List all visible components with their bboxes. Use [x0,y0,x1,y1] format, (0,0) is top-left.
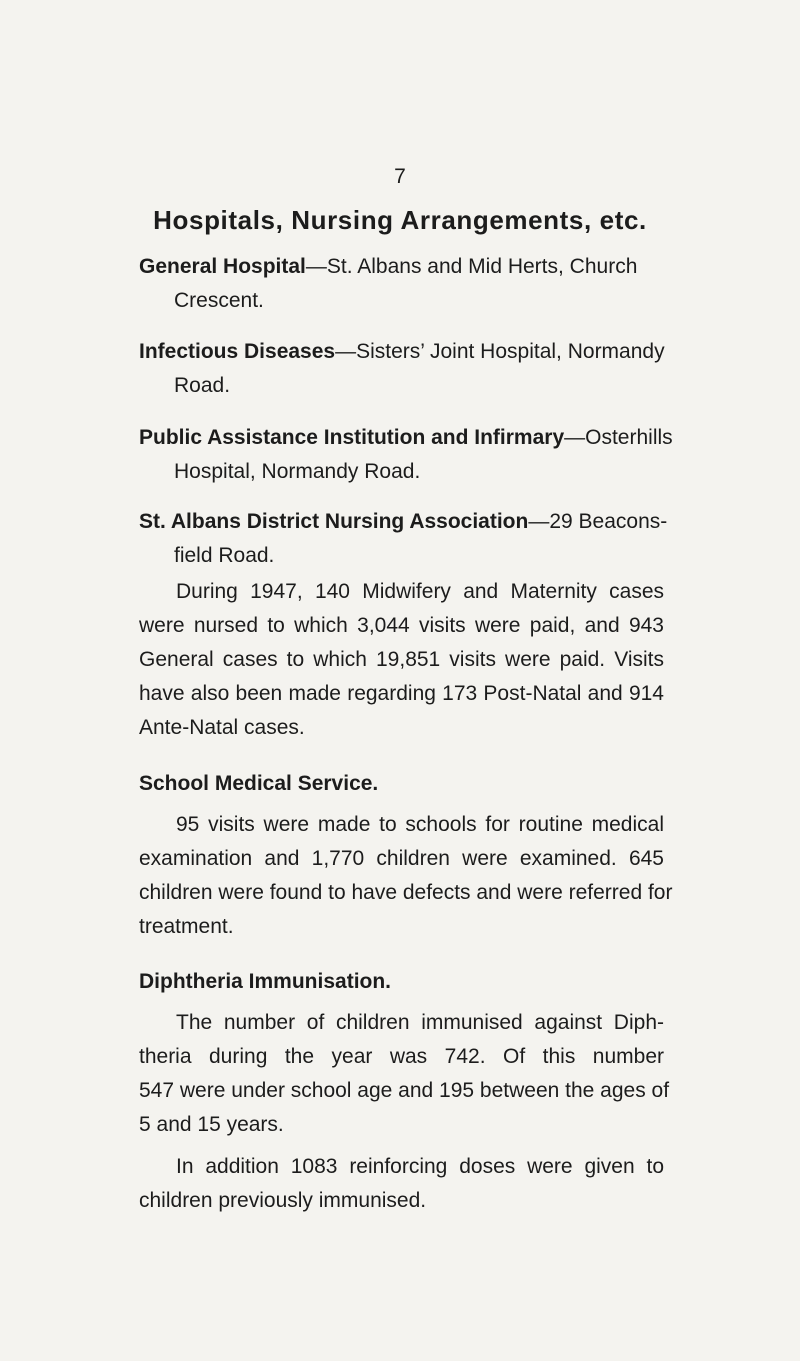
paragraph-line: were nursed to which 3,044 visits were paid, and 943 [139,614,664,637]
paragraph-line: examination and 1,770 children were examined. 645 [139,847,664,870]
paragraph-line: have also been made regarding 173 Post-Natal and 914 [139,682,664,705]
entry-text-cont: Road. [174,374,231,397]
paragraph-line: The number of children immunised against Diph- [176,1011,664,1034]
entry-public-assistance [139,421,679,489]
paragraph-line: 5 and 15 years. [139,1113,284,1136]
paragraph-line: Ante-Natal cases. [139,716,305,739]
reinforcing-paragraph [139,1150,664,1218]
school-paragraph [139,808,673,944]
entry-infectious-diseases [139,335,679,403]
paragraph-line: During 1947, 140 Midwifery and Maternity cases [176,580,664,603]
page-title: Hospitals, Nursing Arrangements, etc. [153,205,647,235]
entry-text-cont: Hospital, Normandy Road. [174,460,421,483]
paragraph-line: General cases to which 19,851 visits were paid. Visits [139,648,664,671]
paragraph-line: In addition 1083 reinforcing doses were given to [176,1155,664,1178]
paragraph-line: treatment. [139,915,234,938]
diphtheria-paragraph [139,1006,670,1142]
entry-general-hospital [139,250,679,318]
entry-text: —Osterhills [564,426,673,449]
entry-label: Infectious Diseases [139,340,336,363]
page-number: 7 [394,165,406,188]
paragraph-line: children were found to have defects and were referred for [139,881,673,904]
entry-label: St. Albans District Nursing Association [139,510,529,533]
nursing-paragraph [139,575,664,745]
entry-text: —Sisters’ Joint Hospital, Normandy [335,340,665,363]
entry-text-cont: field Road. [174,544,275,567]
entry-text: —St. Albans and Mid Herts, Church [305,255,638,278]
section-heading-school: School Medical Service. [139,772,379,795]
entry-text: —29 Beacons- [528,510,668,533]
entry-text-cont: Crescent. [174,289,264,312]
section-heading-diphtheria: Diphtheria Immunisation. [139,970,392,993]
paragraph-line: children previously immunised. [139,1189,427,1212]
entry-nursing-association [139,505,679,573]
entry-label: Public Assistance Institution and Infirmary [139,426,565,449]
entry-label: General Hospital [139,255,306,278]
paragraph-line: 95 visits were made to schools for routine medical [176,813,664,836]
paragraph-line: 547 were under school age and 195 between the ages of [139,1079,670,1102]
paragraph-line: theria during the year was 742. Of this number [139,1045,664,1068]
